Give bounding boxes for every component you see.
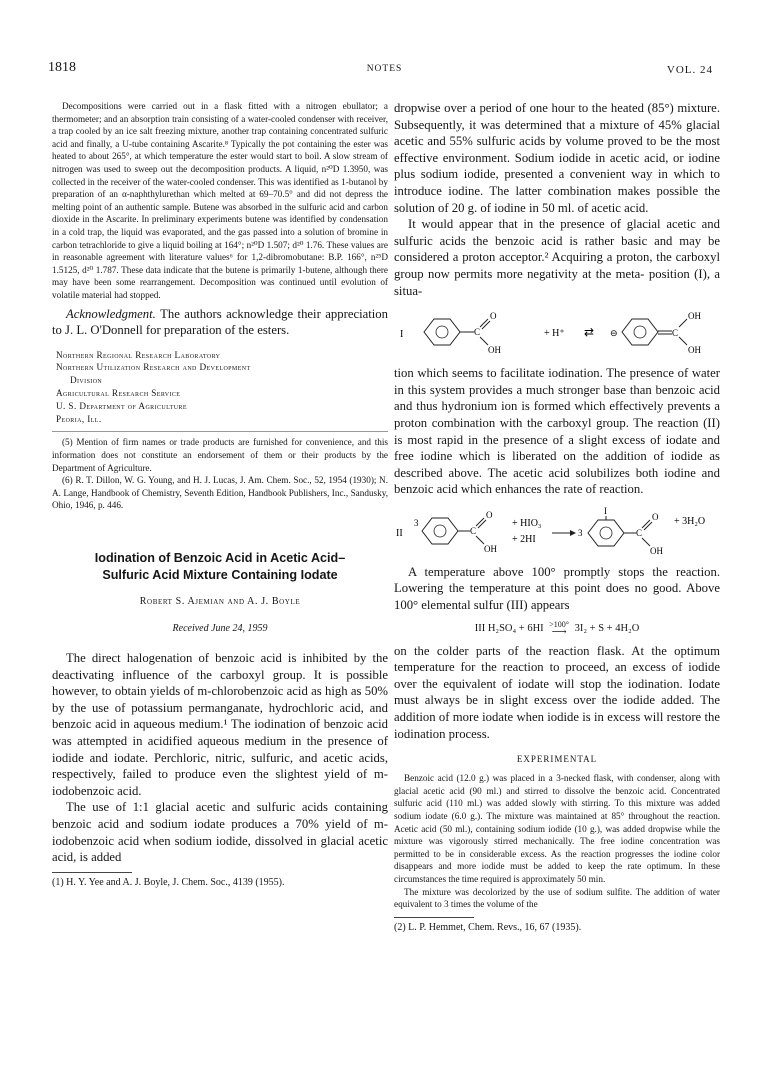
single-bond — [480, 337, 488, 345]
experimental-paragraph-1: Benzoic acid (12.0 g.) was placed in a 3-necked flask, with condenser, along with glacial acetic acid (90 ml.) and stirred to dissolve the benzoic acid. Concentrated sulfuric acid (110 ml.) was added slowly with stirring. To this mixture was added sodium iodate (6.0 g.). The mixture was maintained at 85° throughout the reaction. Acetic acid (50 ml.), containing sodium iodide (10 g.), was added dropwise while the mixture was vigorously stirred mechanically. The free iodine concentration was permitted to be in considerable excess. As the reaction progresses the iodine color disappears and more iodide must be added to keep the rate optimum. In these circumstances the time required is approximately 50 min. — [394, 773, 720, 884]
right-text-2 — [394, 365, 720, 498]
iodine-label: I — [604, 505, 607, 516]
double-bond — [478, 520, 486, 528]
right-paragraph-1: dropwise over a period of one hour to the heated (85°) mixture. Subsequently, it was determined that a mixture of 45% glacial acetic and 55% sulfuric acids by volume proved to be the most effective environment. Sodium iodide in acetic acid, or iodine plus sodium iodide, presented a convenient way in which to introduce iodine. The latter combination makes possible the solution of 20 g. of iodine in 50 ml. of acetic acid. — [394, 101, 720, 215]
page-number: 1818 — [48, 60, 76, 75]
meta-position-label: 3 — [578, 527, 583, 538]
benzene-ring — [424, 319, 460, 345]
double-bond — [642, 520, 650, 528]
double-bond — [644, 522, 652, 530]
reagent-1: + HIO₃ — [512, 517, 542, 529]
hydroxyl-label: OH — [484, 543, 497, 554]
arrow-head — [570, 530, 576, 536]
double-bond — [480, 319, 488, 327]
svg-text:C: C — [470, 525, 477, 536]
equation-products: 3I₂ + S + 4H₂O — [574, 622, 640, 634]
scheme-label: II — [396, 527, 403, 539]
footnote-1: (1) H. Y. Yee and A. J. Boyle, J. Chem. Soc., 4139 (1955). — [52, 876, 285, 888]
charge-symbol: ⊖ — [610, 329, 618, 340]
experimental-paragraph-2: The mixture was decolorized by the use of sodium sulfite. The addition of water equivalent to 3 times the volume of the — [394, 886, 720, 910]
ack-label: Acknowledgment. — [66, 306, 156, 321]
right-paragraph-4: A temperature above 100° promptly stops the reaction. Lowering the temperature at this point does no good. Above 100° elemental sulfur (III) appears — [394, 564, 720, 613]
intro-paragraph-2: The use of 1:1 glacial acetic and sulfuric acids containing benzoic acid and sodium iodate produces a 70% yield of m-iodobenzoic acid when sodium iodide, dissolved in glacial acetic acid, is added — [52, 800, 388, 865]
equation-arrow — [549, 620, 569, 637]
aromatic-circle — [600, 527, 612, 539]
footnote-5: (5) Mention of firm names or trade products are furnished for convenience, and this information does not constitute an endorsement of them or their products by the Department of Agriculture. — [52, 437, 388, 473]
arrow-glyph: ⟶ — [551, 626, 567, 638]
right-text-4 — [394, 643, 720, 743]
footnote-rule — [52, 872, 132, 873]
affiliation-line: Division — [70, 375, 103, 386]
equation-condition: >100° — [549, 619, 569, 629]
iodination-scheme — [394, 506, 720, 556]
right-column — [394, 100, 720, 933]
single-bond — [679, 319, 687, 327]
affiliation-line: U. S. Department of Agriculture — [56, 400, 187, 411]
intro-paragraph-1: The direct halogenation of benzoic acid is inhibited by the deactivating influence of the carboxyl group. It is possible however, to obtain yields of m-chlorobenzoic acid as high as 50% by the use of potassium permanganate, hydrochloric acid, and benzoic acid in aqueous medium.¹ The iodination of benzoic acid was attempted in acidified aqueous medium in the presence of iodide and iodate. Perchloric, nitric, sulfuric, and acetic acids, respectively, failed to produce even the slightest yield of m-iodobenzoic acid. — [52, 651, 388, 798]
scheme-label: I — [400, 329, 404, 341]
svg-text:C: C — [672, 328, 679, 339]
protonation-scheme — [394, 307, 720, 357]
single-bond — [642, 538, 650, 546]
right-text-3 — [394, 564, 720, 614]
oxygen-label: O — [486, 509, 493, 520]
aromatic-circle — [434, 525, 446, 537]
aromatic-circle — [436, 326, 448, 338]
left-column — [52, 100, 388, 888]
equation-label: III — [474, 622, 486, 634]
decomposition-text: Decompositions were carried out in a flask fitted with a nitrogen ebullator; a thermometer; and an absorption train consisting of a water-cooled condenser with receiver, a trap cooled by an ice salt freezing mixture, another trap containing concentrated sulfuric acid and finally, a U-tube containing Ascarite.⁸ Typically the pot containing the ester was heated to about 265°, at which temperature the ester would start to boil. A slow stream of nitrogen was used to sweep out the decomposition products. A liquid, n²⁰D 1.3950, was collected in the receiver of the water-cooled condenser. This was identified as 1-butanol by preparation of an α-naphthylurethan which melted at 69–70.5° and did not depress the melting point of an authentic sample. Butene was absorbed in the sulfuric acid and carbon dioxide in the Ascarite. In preliminary experiments butene was identified by condensation in a cold trap, the liquid was evaporated, and the gas passed into a solution of bromine in carbon tetrachloride to give a liquid boiling at 164°; n²⁰D 1.507; d²⁰ 1.76. These values are in reasonable agreement with literature values⁶ for 1,2-dibromobutane: B.P. 166°, n²⁵D 1.5125, d²⁰ 1.787. These data indicate that the butene is primarily 1-butene, although there may have been some rearrangement. Decomposition was continued until evolution of volatile material had stopped. — [52, 101, 388, 300]
article-title — [52, 550, 388, 584]
experimental-heading: EXPERIMENTAL — [516, 754, 598, 765]
authors: Robert S. Ajemian and A. J. Boyle — [139, 596, 301, 608]
equation-reactants: H₂SO₄ + 6HI — [487, 622, 544, 634]
right-paragraph-5: on the colder parts of the reaction flask. At the optimum temperature for the reaction to proceed, an excess of iodide over the equivalent of iodate will stop the iodination. Iodate must always be in slight excess over the iodide added. The addition of more iodate when iodide is in excess will restore the iodination process. — [394, 643, 720, 741]
single-bond — [476, 536, 484, 544]
equation-iii — [394, 620, 720, 637]
decomposition-paragraph — [52, 100, 388, 302]
oxygen-label: O — [490, 311, 497, 322]
affiliation-line: Northern Utilization Research and Development — [56, 362, 251, 373]
experimental-text — [394, 772, 720, 911]
ack-text: The authors acknowledge their appreciation to J. L. O'Donnell for preparation of the esters. — [52, 306, 388, 338]
reagent-2: + 2HI — [512, 533, 536, 545]
intro-text — [52, 650, 388, 866]
benzene-ring — [622, 319, 658, 345]
benzene-ring — [422, 518, 458, 544]
double-bond — [482, 321, 490, 329]
equilibrium-arrow: ⇄ — [584, 325, 595, 340]
affiliation-line: Northern Regional Research Laboratory — [56, 349, 221, 360]
acknowledgment — [52, 306, 388, 339]
footnote-6: (6) R. T. Dillon, W. G. Young, and H. J. Lucas, J. Am. Chem. Soc., 52, 1954 (1930); N. A. Lange, Handbook of Chemistry, Seventh Edition, Handbook Publishers, Inc., Sandusky, Ohio, 1946, p. 446. — [52, 475, 388, 511]
water-product: + 3H₂O — [674, 515, 706, 527]
single-bond — [679, 337, 687, 345]
meta-position-label: 3 — [414, 517, 419, 528]
hydroxyl-label: OH — [688, 311, 701, 322]
svg-text:C: C — [474, 327, 481, 338]
footnote-rule — [394, 917, 474, 918]
footnotes-upper — [52, 436, 388, 512]
hydroxyl-label: OH — [650, 545, 663, 556]
title-line-1: Iodination of Benzoic Acid in Acetic Acid– — [94, 551, 346, 566]
affiliation-line: Peoria, Ill. — [56, 413, 102, 424]
footnote-2: (2) L. P. Hemmet, Chem. Revs., 16, 67 (1935). — [394, 921, 582, 933]
title-line-2: Sulfuric Acid Mixture Containing Iodate — [102, 568, 338, 583]
affiliation-block — [56, 349, 388, 426]
right-paragraph-3: tion which seems to facilitate iodination. The presence of water in this system provides a much stronger base than benzoic acid and thus hydronium ion is formed which effectively prevents a proton combination with the carboxyl group. The reaction (II) is most rapid in the presence of a slight excess of iodate and free iodine which is liberated on the addition of iodide as described above. The acetic acid solubilizes both iodine and benzoic acid which enhances the rate of reaction. — [394, 366, 720, 497]
hydroxyl-label: OH — [488, 345, 501, 356]
aromatic-circle — [634, 326, 646, 338]
svg-text:C: C — [636, 527, 643, 538]
proton-label: + H⁺ — [544, 328, 565, 340]
footnote-rule — [52, 431, 388, 432]
right-paragraph-2: It would appear that in the presence of glacial acetic and sulfuric acids the benzoic acid is rather basic and may be considered a proton acceptor.² Acquiring a proton, the carboxyl group now permits more negativity at the meta- position (I), a situa- — [394, 217, 720, 298]
affiliation-line: Agricultural Research Service — [56, 388, 181, 399]
benzene-ring — [588, 520, 624, 546]
running-head: NOTES — [366, 64, 403, 74]
oxygen-label: O — [652, 511, 659, 522]
volume-label: VOL. 24 — [666, 64, 713, 76]
right-text-1 — [394, 100, 720, 299]
hydroxyl-label: OH — [688, 345, 701, 356]
received-date: Received June 24, 1959 — [172, 623, 268, 635]
double-bond — [476, 518, 484, 526]
